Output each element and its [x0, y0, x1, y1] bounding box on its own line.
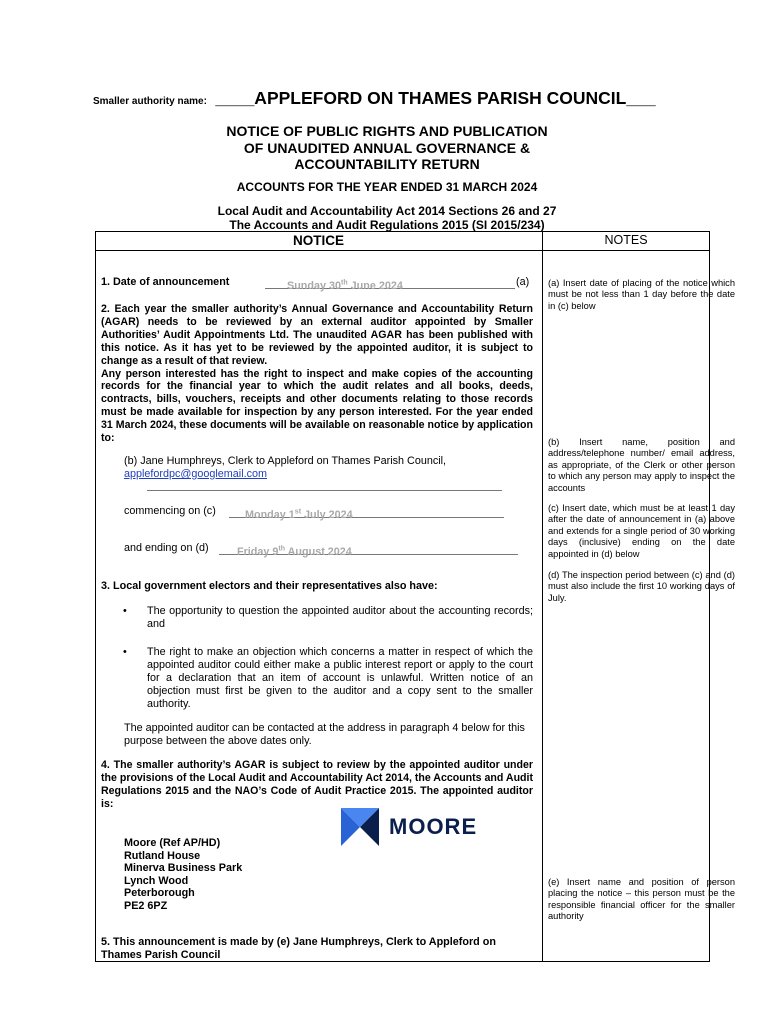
section5-text: 5. This announcement is made by (e) Jane Humphreys, Clerk to Appleford on Thames Parish Council — [101, 936, 496, 961]
inspection-rights-paragraph: Any person interested has the right to inspect and make copies of the accounting records for the financial year to which the audit relates and all books, deeds, contracts, bills, vouchers, receipts and other documents relating to those records must be made available for inspection by any person interested. For the year ended 31 March 2024, these documents will be available on reasonable notice by application to: — [101, 367, 533, 445]
address-line: Rutland House — [124, 849, 201, 862]
section4-text: 4. The smaller authority’s AGAR is subject to review by the appointed auditor under the provisions of the Local Audit and Accountability Act 2014, the Accounts and Audit Regulations 2015 and the NAO’s Code of Audit Practice 2015. The appointed auditor is: — [101, 759, 533, 810]
auditor-address — [124, 837, 242, 913]
commencing-label: commencing on (c) — [124, 505, 216, 517]
moore-logo-mark-icon — [341, 808, 379, 846]
note-c: (c) Insert date, which must be at least 1 day after the date of announcement in (a) above and extends for a single period of 30 working days (inclusive) ending on the date appointed in (d) below — [548, 503, 735, 559]
bullet2-text: The right to make an objection which concerns a matter in respect of which the appointed auditor could either make a public interest report or apply to the court for a declaration that an item of account is unlawful. Written notice of an objection must first be given to the auditor and a copy sent to the smaller authority. — [147, 646, 533, 710]
accounts-year: ACCOUNTS FOR THE YEAR ENDED 31 MARCH 2024 — [236, 180, 538, 194]
note-e: (e) Insert name and position of person placing the notice – this person must be the responsible financial officer for the smaller authority — [548, 877, 735, 922]
announcement-date-field[interactable]: Sunday 30th June 2024 — [265, 276, 515, 289]
address-line: Moore (Ref AP/HD) — [124, 837, 221, 849]
title-line3: ACCOUNTABILITY RETURN — [294, 156, 480, 172]
bullet-dot-icon: • — [123, 605, 127, 617]
authority-label: Smaller authority name: — [93, 96, 207, 107]
ending-date: Friday 9 — [237, 545, 279, 558]
note-d: (d) The inspection period between (c) and (d) must also include the first 10 working days of July. — [548, 570, 735, 603]
contact-block — [124, 455, 524, 481]
contact-email-link[interactable]: applefordpc@googlemail.com — [124, 468, 268, 480]
header-divider — [95, 250, 710, 251]
section2-text — [101, 303, 533, 445]
address-line: Lynch Wood — [124, 874, 189, 887]
bullet1-text: The opportunity to question the appointed auditor about the accounting records; and — [147, 605, 533, 630]
act-reference — [120, 204, 654, 232]
authority-name: ____APPLEFORD ON THAMES PARISH COUNCIL___ — [215, 88, 656, 108]
announcement-label: 1. Date of announcement — [101, 276, 230, 288]
agar-review-paragraph: 2. Each year the smaller authority’s Annual Governance and Accountability Return (AGAR) needs to be reviewed by an external auditor appointed by Smaller Authorities’ Audit Appointments Ltd. The unaudited AGAR has been published with this notice. As it has yet to be reviewed by the appointed auditor, it is subject to change as a result of that review. — [101, 303, 533, 367]
auditor-contact-note: The appointed auditor can be contacted at the address in paragraph 4 below for this purpose between the above dates only. — [124, 722, 525, 747]
bullet-dot-icon: • — [123, 646, 127, 658]
act-line1: Local Audit and Accountability Act 2014 Sections 26 and 27 — [217, 204, 557, 218]
moore-logo — [341, 808, 501, 848]
contact-name: (b) Jane Humphreys, Clerk to Appleford on Thames Parish Council, — [124, 455, 447, 467]
note-b: (b) Insert name, position and address/telephone number/ email address, as appropriate, of the Clerk or other person to which any person may apply to inspect the accounts — [548, 437, 735, 493]
address-line: PE2 6PZ — [124, 899, 168, 912]
address-line: Peterborough — [124, 887, 195, 900]
notes-column-header: NOTES — [604, 233, 648, 247]
authority-name-row — [93, 88, 693, 109]
ending-date-field[interactable]: Friday 9th August 2024 — [219, 542, 518, 555]
ending-label: and ending on (d) — [124, 542, 209, 554]
notice-column-header: NOTICE — [292, 233, 344, 248]
address-line: Minerva Business Park — [124, 862, 243, 875]
page-title — [150, 123, 624, 173]
commencing-date: Monday 1 — [245, 508, 295, 521]
announcement-ref: (a) — [516, 276, 530, 288]
bullet-question — [123, 605, 533, 631]
bullet-objection — [123, 646, 533, 711]
announcement-date: Sunday 30 — [287, 279, 342, 292]
section3-heading: 3. Local government electors and their representatives also have: — [101, 580, 438, 592]
moore-logo-text: MOORE — [389, 814, 478, 839]
note-a: (a) Insert date of placing of the notice which must be not less than 1 day before the date in (c) below — [548, 278, 735, 311]
column-divider — [542, 231, 543, 962]
title-line2: OF UNAUDITED ANNUAL GOVERNANCE & — [243, 139, 531, 156]
title-line1: NOTICE OF PUBLIC RIGHTS AND PUBLICATION — [226, 123, 548, 139]
act-line2: The Accounts and Audit Regulations 2015 (SI 2015/234) — [229, 218, 545, 232]
commencing-date-field[interactable]: Monday 1st July 2024 — [229, 505, 504, 518]
contact-underline — [147, 490, 502, 491]
